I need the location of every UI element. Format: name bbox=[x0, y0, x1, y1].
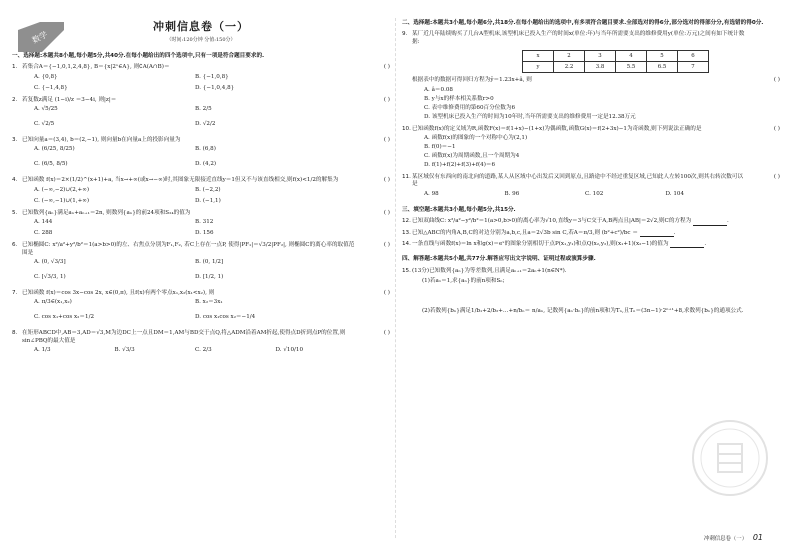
question-9: 9. 某厂近几年陆续购买了几台A型机床,该型机床已投入生产的时间x(单位:年)与当年所需要支出的维修费用y(单位:万元)之间有如下统计数据: x 2 3 4 5 6 y 2.2 3.8 5.5 6.5 7 根据表中的数据可得回归方程为ŷ＝1.23x+â, 则 ( ) A. â＝0.08 B. y与x的样本相关系数r>0 C. 表中维修费用的第60百分位数为6 D. 该型机床已投入生产的时间为10年时,当年所需要支出的维修费用一定是12.38万元 bbox=[402, 31, 780, 120]
option-d: D. 该型机床已投入生产的时间为10年时,当年所需要支出的维修费用一定是12.38万元 bbox=[424, 113, 636, 120]
section-2-heading: 二、选择题:本题共3小题,每小题6分,共18分.在每小题给出的选项中,有多项符合题目要求.全部选对的得6分,部分选对的得部分分,有选错的得0分. bbox=[402, 20, 764, 26]
question-stem: 已知函数 f(x)＝cos 3x−cos 2x, x∈(0,π), 且f(x)有两个零点x₁,x₂(x₁<x₂), 则 bbox=[22, 290, 215, 297]
question-stem: 已知△ABC的内角A,B,C的对边分别为a,b,c,且a＝2√3b sin C,若A＝π/3,则 (b²+c²)/bc ＝ bbox=[412, 229, 638, 236]
badge-label: 数学 bbox=[30, 29, 49, 46]
option-b: B. f(0)＝−1 bbox=[424, 144, 456, 151]
question-stem: 在矩形ABCD中,AB＝3,AD＝√3,M为边DC上一点且DM＝1,AM与BD交于点Q,将△ADM沿着AM折起,使得点D折到点P的位置,则sin∠PBQ的最大值是 bbox=[22, 330, 346, 344]
column-divider bbox=[395, 18, 396, 538]
question-stem: 已知函数f(x)的定义域为R,函数F(x)＝f(1+x)−(1+x)为偶函数,函数G(x)＝f(2+3x)−1为奇函数,则下列说法正确的是 bbox=[412, 125, 702, 132]
option-d: D. √2/2 bbox=[195, 121, 216, 128]
option-a: A. (0, √3/3] bbox=[34, 259, 66, 266]
option-d: D. [1/2, 1) bbox=[195, 274, 224, 281]
option-b: B. 96 bbox=[504, 190, 520, 197]
option-d: D. f(1)+f(2)+f(3)+f(4)＝6 bbox=[424, 162, 496, 169]
option-d: D. cos x₁cos x₂＝−1/4 bbox=[195, 314, 256, 321]
question-stem: 一条直线与函数f(x)＝ln x和g(x)＝eˣ的图象分别相切于点P(x₁,y₁)和点Q(x₂,y₂),则(x₁+1)(x₂−1)的值为 bbox=[412, 241, 669, 248]
option-c: C. 102 bbox=[585, 190, 604, 197]
option-a: A. 1/3 bbox=[34, 347, 51, 354]
question-part-2: (2)若数列{bₙ}满足1/b₁+2/b₂+…+n/bₙ＝ n/aₙ, 记数列{aₙ·bₙ}的前n项和为Tₙ,且Tₙ＝(3n−1)·2ⁿ⁺¹+8,求数列{bₙ}的通项公式. bbox=[422, 307, 744, 314]
question-stem: 已知向量a＝(3,4), b＝(2,−1), 则向量b在向量a上的投影向量为 bbox=[22, 137, 181, 144]
option-b: B. 2/5 bbox=[195, 106, 212, 113]
question-stem: 某区域仅有东西向的南北向的道路,某人从区域中心出发后又回到原点,且路途中不经过重复区域,已知此人左转100次,则其右转次数可以是 bbox=[412, 174, 744, 188]
question-6: 6. 已知椭圆C: x²/a²+y²/b²＝1(a>b>0)的左、右焦点分别为F₁,F₂, 若C上存在一点P, 使得|PF₁|＝√3/2|PF₂|, 则椭圆C的离心率的取值范围是 ( ) A. (0, √3/3] B. (0, 1/2] C. [√3/3, 1) D. [1/2, 1) bbox=[12, 242, 390, 286]
option-c: C. [√3/3, 1) bbox=[34, 274, 66, 281]
question-5: 5. 已知数列{aₙ}满足aₙ+aₙ₊₁＝2n, 则数列{aₙ}的前24项和S₂₄的值为 ( ) A. 144 B. 312 C. 288 D. 156 bbox=[12, 209, 390, 237]
page-number: 01 bbox=[752, 533, 763, 542]
option-d: D. 156 bbox=[195, 230, 214, 237]
answer-blank[interactable] bbox=[670, 241, 704, 248]
question-12: 12. 已知双曲线C: x²/a²−y²/b²＝1(a>0,b>0)的离心率为√10,直线y＝3与C交于A,B两点且|AB|＝2√2,则C的方程为 . bbox=[402, 218, 729, 225]
question-stem: 已知椭圆C: x²/a²+y²/b²＝1(a>b>0)的左、右焦点分别为F₁,F₂, 若C上存在一点P, 使得|PF₁|＝√3/2|PF₂|, 则椭圆C的离心率的取值范围是 bbox=[22, 242, 355, 256]
question-followup: 根据表中的数据可得回归方程为ŷ＝1.23x+â, 则 bbox=[412, 77, 532, 84]
question-4: 4. 已知函数 f(x)＝2×(1/2)^(x+1)+a, 当x→+∞(或x→−∞)时,其图象无限接近直线y＝1但又不与该直线相交,则f(x)<1/2的解集为 ( ) A. (−∞,−2)∪(2,+∞) B. (−2,2) C. (−∞,−1)∪(1,+∞) D. (−1,1) bbox=[12, 177, 390, 204]
left-column bbox=[12, 0, 390, 359]
section-3-heading: 三、填空题:本题共3小题,每小题5分,共15分. bbox=[402, 206, 516, 213]
option-b: B. {−1,0,8} bbox=[195, 73, 229, 80]
option-d: D. 104 bbox=[665, 190, 685, 197]
answer-blank[interactable] bbox=[693, 219, 727, 226]
option-d: D. √10/10 bbox=[275, 347, 304, 354]
page-footer bbox=[704, 533, 763, 542]
option-c: C. √2/5 bbox=[34, 121, 55, 128]
option-a: A. â＝0.08 bbox=[424, 86, 453, 93]
option-c: C. (−∞,−1)∪(1,+∞) bbox=[34, 197, 90, 204]
data-table bbox=[522, 50, 709, 73]
option-a: A. (6/25, 8/25) bbox=[34, 146, 75, 153]
question-14: 14. 一条直线与函数f(x)＝ln x和g(x)＝eˣ的图象分别相切于点P(x₁,y₁)和点Q(x₂,y₂),则(x₁+1)(x₂−1)的值为 . bbox=[402, 241, 707, 248]
option-a: A. 函数f(x)的图象的一个对称中心为(2,1) bbox=[424, 135, 528, 142]
option-b: B. (6,8) bbox=[195, 146, 216, 153]
section-4-heading: 四、解答题:本题共5小题,共77分.解答应写出文字说明、证明过程或演算步骤. bbox=[402, 256, 596, 263]
question-7: 7. 已知函数 f(x)＝cos 3x−cos 2x, x∈(0,π), 且f(x)有两个零点x₁,x₂(x₁<x₂), 则 ( ) A. π/3∈(x₁,x₂) B. x₂＝3x₁ C. cos x₁+cos x₂＝1/2 D. cos x₁cos x₂＝−1/4 bbox=[12, 290, 390, 326]
question-part-1: (1)若a₁＝1,求{aₙ}的前n项和Sₙ; bbox=[422, 278, 505, 285]
option-c: C. (6/5, 8/5) bbox=[34, 161, 68, 168]
option-a: A. √5/25 bbox=[34, 106, 58, 113]
question-stem: 某厂近几年陆续购买了几台A型机床,该型机床已投入生产的时间x(单位:年)与当年所需要支出的维修费用y(单位:万元)之间有如下统计数据: bbox=[412, 31, 745, 45]
question-11: 11. 某区域仅有东西向的南北向的道路,某人从区域中心出发后又回到原点,且路途中不经过重复区域,已知此人左转100次,则其右转次数可以是 ( ) A. 98 B. 96 C. 102 D. 104 bbox=[402, 174, 780, 197]
question-1: 1. 若集合A＝{−1,0,1,2,4,8}, B＝{x|2ˣ∈A}, 则∁A(A∩B)＝ ( ) A. {0,8} B. {−1,0,8} C. {−1,4,8} D. {−1,0,4,8} bbox=[12, 64, 390, 91]
option-c: C. 288 bbox=[34, 230, 53, 237]
watermark-seal-icon bbox=[690, 418, 770, 498]
question-15: 15. (13分)已知数列{aₙ}为等差数列,且满足aₙ₊₁＝2aₙ+1(n∈N*). (1)若a₁＝1,求{aₙ}的前n项和Sₙ; (2)若数列{bₙ}满足1/b₁+2/b₂+…+n/bₙ＝ n/aₙ, 记数列{aₙ·bₙ}的前n项和为Tₙ,且Tₙ＝(3n−1)·2ⁿ⁺¹+8,求数列{bₙ}的通项公式. bbox=[402, 268, 780, 315]
option-b: B. y与x的样本相关系数r>0 bbox=[424, 95, 494, 102]
option-a: A. (−∞,−2)∪(2,+∞) bbox=[34, 186, 90, 193]
option-c: C. 表中维修费用的第60百分位数为6 bbox=[424, 104, 516, 111]
option-c: C. 函数f(x)为周期函数,且一个周期为4 bbox=[424, 153, 520, 160]
option-d: D. {−1,0,4,8} bbox=[195, 84, 235, 91]
question-stem: 已知数列{aₙ}满足aₙ+aₙ₊₁＝2n, 则数列{aₙ}的前24项和S₂₄的值为 bbox=[22, 209, 191, 216]
page-title: 冲刺信息卷（一） bbox=[153, 20, 249, 33]
option-c: C. cos x₁+cos x₂＝1/2 bbox=[34, 314, 95, 321]
question-stem: (13分)已知数列{aₙ}为等差数列,且满足aₙ₊₁＝2aₙ+1(n∈N*). bbox=[412, 267, 567, 274]
option-b: B. (−2,2) bbox=[195, 186, 221, 193]
question-2: 2. 若复数z满足 (1−i)/z ＝3−4i, 则|z|＝ ( ) A. √5/25 B. 2/5 C. √2/5 D. √2/2 bbox=[12, 97, 390, 133]
option-b: B. √3/3 bbox=[114, 347, 135, 354]
option-b: B. x₂＝3x₁ bbox=[195, 299, 223, 306]
option-c: C. 2/3 bbox=[195, 347, 212, 354]
question-10: 10. 已知函数f(x)的定义域为R,函数F(x)＝f(1+x)−(1+x)为偶函数,函数G(x)＝f(2+3x)−1为奇函数,则下列说法正确的是 ( ) A. 函数f(x)的图象的一个对称中心为(2,1) B. f(0)＝−1 C. 函数f(x)为周期函数,且一个周期为4 D. f(1)+f(2)+f(3)+f(4)＝6 bbox=[402, 125, 780, 169]
option-a: A. 98 bbox=[424, 190, 439, 197]
footer-label: 冲刺信息卷（一） bbox=[703, 536, 748, 542]
question-3: 3. 已知向量a＝(3,4), b＝(2,−1), 则向量b在向量a上的投影向量为 ( ) A. (6/25, 8/25) B. (6,8) C. (6/5, 8/5) D. (4,2) bbox=[12, 137, 390, 173]
right-column bbox=[402, 0, 780, 315]
section-1-heading: 一、选择题:本题共8小题,每小题5分,共40分.在每小题给出的四个选项中,只有一项是符合题目要求的. bbox=[12, 52, 265, 59]
option-b: B. 312 bbox=[195, 219, 214, 226]
question-stem: 已知双曲线C: x²/a²−y²/b²＝1(a>0,b>0)的离心率为√10,直线y＝3与C交于A,B两点且|AB|＝2√2,则C的方程为 bbox=[412, 218, 692, 225]
option-a: A. {0,8} bbox=[34, 73, 58, 80]
option-d: D. (−1,1) bbox=[195, 197, 221, 204]
question-stem: 若集合A＝{−1,0,1,2,4,8}, B＝{x|2ˣ∈A}, 则∁A(A∩B)＝ bbox=[22, 64, 170, 71]
question-stem: 已知函数 f(x)＝2×(1/2)^(x+1)+a, 当x→+∞(或x→−∞)时,其图象无限接近直线y＝1但又不与该直线相交,则f(x)<1/2的解集为 bbox=[22, 177, 339, 184]
option-d: D. (4,2) bbox=[195, 161, 217, 168]
question-13: 13. 已知△ABC的内角A,B,C的对边分别为a,b,c,且a＝2√3b sin C,若A＝π/3,则 (b²+c²)/bc ＝ . bbox=[402, 229, 676, 236]
question-8: 8. 在矩形ABCD中,AB＝3,AD＝√3,M为边DC上一点且DM＝1,AM与BD交于点Q,将△ADM沿着AM折起,使得点D折到点P的位置,则sin∠PBQ的最大值是 ( ) A. 1/3 B. √3/3 C. 2/3 D. √10/10 bbox=[12, 330, 390, 359]
answer-blank[interactable] bbox=[640, 230, 674, 237]
option-a: A. 144 bbox=[34, 219, 53, 226]
option-b: B. (0, 1/2] bbox=[195, 259, 224, 266]
question-stem: 若复数z满足 (1−i)/z ＝3−4i, 则|z|＝ bbox=[22, 96, 117, 103]
option-c: C. {−1,4,8} bbox=[34, 84, 68, 91]
table-row: x 2 3 4 5 6 bbox=[523, 51, 709, 62]
exam-info: （时间:120分钟 分值:150分） bbox=[166, 37, 236, 44]
table-row: y 2.2 3.8 5.5 6.5 7 bbox=[523, 62, 709, 73]
option-a: A. π/3∈(x₁,x₂) bbox=[34, 299, 72, 306]
